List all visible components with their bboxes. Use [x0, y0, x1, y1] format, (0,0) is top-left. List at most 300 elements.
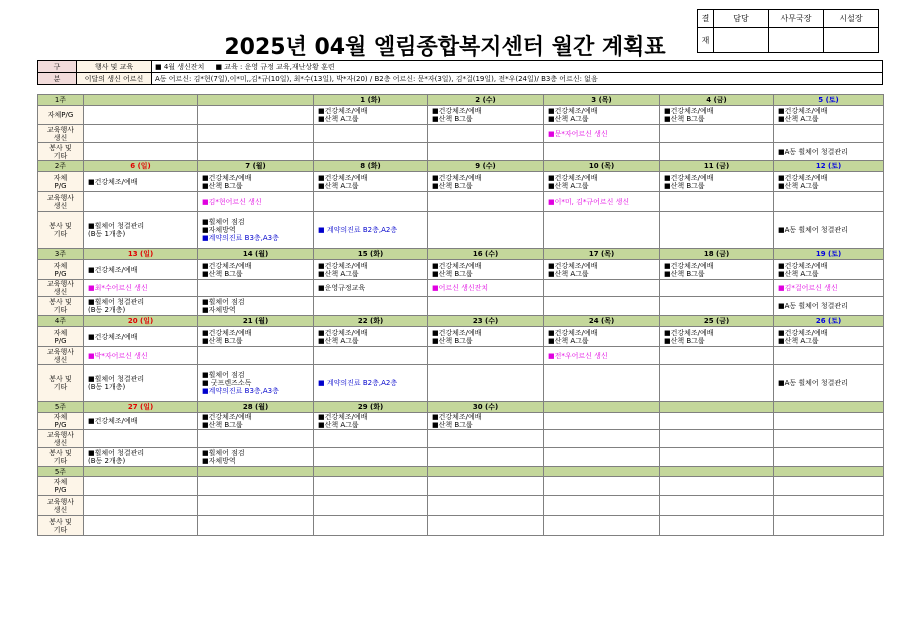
info-table [37, 60, 883, 85]
program-cell[interactable] [428, 413, 544, 430]
program-cell[interactable] [660, 106, 774, 125]
program-cell[interactable] [428, 327, 544, 347]
volunteer-cell[interactable] [544, 448, 660, 467]
volunteer-cell[interactable] [84, 212, 198, 249]
volunteer-cell[interactable] [314, 297, 428, 316]
volunteer-cell[interactable] [84, 365, 198, 402]
program-cell[interactable] [84, 477, 198, 496]
day-header: 20 (일) [84, 316, 198, 327]
education-cell[interactable] [198, 192, 314, 212]
program-cell[interactable] [84, 260, 198, 280]
row-label-text: 자체 [53, 328, 68, 337]
row-label-text: 자체 [53, 261, 68, 270]
program-item: ■산책 A그룹 [778, 181, 819, 190]
row-label-text: 기타 [53, 525, 68, 534]
program-item: ■건강체조/예배 [318, 107, 368, 115]
volunteer-row [38, 516, 884, 536]
program-cell[interactable] [314, 413, 428, 430]
volunteer-cell[interactable] [428, 212, 544, 249]
volunteer-cell[interactable] [544, 365, 660, 402]
program-item: ■산책 A그룹 [318, 269, 359, 278]
education-cell[interactable] [544, 347, 660, 365]
program-cell[interactable] [544, 172, 660, 192]
education-cell[interactable] [198, 347, 314, 365]
program-cell[interactable] [660, 172, 774, 192]
volunteer-cell[interactable] [428, 516, 544, 536]
volunteer-row [38, 143, 884, 161]
education-cell[interactable] [84, 430, 198, 448]
program-cell[interactable] [774, 260, 884, 280]
program-cell[interactable] [428, 172, 544, 192]
education-cell[interactable] [660, 280, 774, 297]
info-gu-label: 구 [38, 61, 77, 73]
education-cell[interactable] [314, 347, 428, 365]
education-row [38, 496, 884, 516]
volunteer-item: ■A동 휠체어 청결관리 [778, 302, 848, 310]
education-cell[interactable] [84, 125, 198, 143]
volunteer-cell[interactable] [428, 143, 544, 161]
education-row [38, 347, 884, 365]
education-cell[interactable] [84, 496, 198, 516]
program-cell[interactable] [314, 172, 428, 192]
volunteer-cell[interactable] [198, 365, 314, 402]
education-cell[interactable] [428, 496, 544, 516]
approval-sign-staff[interactable] [714, 28, 769, 53]
volunteer-item: ■ 계약의진료 B2층,A2층 [318, 226, 398, 234]
row-label-text: P/G [54, 336, 67, 345]
week-label: 4주 [38, 316, 84, 327]
volunteer-cell[interactable] [428, 297, 544, 316]
program-cell[interactable] [428, 260, 544, 280]
program-item: ■산책 A그룹 [318, 115, 359, 123]
program-cell[interactable] [198, 106, 314, 125]
education-cell[interactable] [544, 125, 660, 143]
education-cell[interactable] [774, 347, 884, 365]
day-header [314, 467, 428, 477]
row-label-text: 자체P/G [47, 111, 74, 119]
education-row [38, 280, 884, 297]
week-header-row [38, 316, 884, 327]
program-item: ■건강체조/예배 [548, 261, 598, 270]
volunteer-cell[interactable] [314, 143, 428, 161]
program-item: ■건강체조/예배 [778, 173, 828, 182]
program-cell[interactable] [660, 260, 774, 280]
volunteer-cell[interactable] [544, 297, 660, 316]
volunteer-item: ■자체방역 [202, 226, 236, 234]
program-cell[interactable] [198, 327, 314, 347]
education-cell[interactable] [660, 430, 774, 448]
day-header: 19 (토) [774, 249, 884, 260]
volunteer-cell[interactable] [428, 448, 544, 467]
program-item: ■건강체조/예배 [202, 261, 252, 270]
education-cell[interactable] [198, 280, 314, 297]
volunteer-item: ■휠체어 점검 [202, 371, 245, 379]
volunteer-item: ■휠체어 점검 [202, 449, 245, 457]
program-cell[interactable] [314, 106, 428, 125]
volunteer-cell[interactable] [774, 365, 884, 402]
row-label-text: 기타 [53, 151, 68, 160]
day-header: 24 (목) [544, 316, 660, 327]
approval-sign-head[interactable] [824, 28, 879, 53]
volunteer-cell[interactable] [314, 516, 428, 536]
volunteer-item: ■자체방역 [202, 457, 236, 465]
program-item: ■산책 B그룹 [202, 336, 243, 345]
day-header [428, 467, 544, 477]
program-cell[interactable] [198, 172, 314, 192]
program-item: ■건강체조/예배 [88, 265, 138, 274]
volunteer-cell[interactable] [544, 143, 660, 161]
volunteer-cell[interactable] [198, 143, 314, 161]
education-row [38, 125, 884, 143]
week-label: 5주 [38, 467, 84, 477]
volunteer-cell[interactable] [660, 516, 774, 536]
program-cell[interactable] [84, 413, 198, 430]
volunteer-item: (B동 1개층) [88, 230, 126, 238]
volunteer-cell[interactable] [774, 212, 884, 249]
volunteer-cell[interactable] [774, 297, 884, 316]
row-label-text: 기타 [53, 457, 68, 465]
volunteer-cell[interactable] [314, 448, 428, 467]
day-header: 29 (화) [314, 402, 428, 413]
row-label-text: 기타 [53, 230, 68, 238]
program-item: ■건강체조/예배 [318, 413, 368, 421]
volunteer-item: ■A동 휠체어 청결관리 [778, 226, 848, 234]
day-header: 10 (목) [544, 161, 660, 172]
row-label-education [38, 430, 84, 448]
day-header: 6 (일) [84, 161, 198, 172]
day-header: 28 (월) [198, 402, 314, 413]
week-header-row [38, 467, 884, 477]
volunteer-cell[interactable] [660, 143, 774, 161]
program-row [38, 477, 884, 496]
education-cell[interactable] [314, 280, 428, 297]
row-label-text: 생신 [53, 133, 68, 142]
volunteer-item: (B동 2개층) [88, 457, 126, 465]
day-header: 13 (일) [84, 249, 198, 260]
program-item: ■산책 B그룹 [432, 336, 473, 345]
program-item: ■건강체조/예배 [664, 261, 714, 270]
education-cell[interactable] [198, 496, 314, 516]
program-item: ■건강체조/예배 [778, 328, 828, 337]
education-cell[interactable] [428, 280, 544, 297]
education-item: ■최*수어르신 생신 [88, 284, 148, 292]
volunteer-cell[interactable] [774, 516, 884, 536]
education-cell[interactable] [428, 192, 544, 212]
volunteer-item: ■휠체어 점검 [202, 218, 245, 226]
volunteer-row [38, 365, 884, 402]
education-cell[interactable] [660, 496, 774, 516]
volunteer-item: ■휠체어 청결관리 [88, 222, 145, 230]
info-birthdays-text: A동 어르신: 김*현(7일),이*미,,김*규(10일), 최*수(13일), 박*자(20) / B2층 어르신: 문*자(3일), 김*걸(19일), 전*우(24일)/ B3층 어르신: 없음 [152, 73, 883, 85]
calendar-table [37, 94, 884, 536]
education-cell[interactable] [660, 125, 774, 143]
program-item: ■산책 A그룹 [548, 336, 589, 345]
education-item: ■운영규정교육 [318, 284, 366, 292]
education-cell[interactable] [314, 125, 428, 143]
program-cell[interactable] [314, 477, 428, 496]
program-cell[interactable] [660, 327, 774, 347]
volunteer-cell[interactable] [660, 297, 774, 316]
program-cell[interactable] [660, 477, 774, 496]
program-cell[interactable] [84, 327, 198, 347]
education-cell[interactable] [314, 496, 428, 516]
volunteer-row [38, 212, 884, 249]
day-header [774, 467, 884, 477]
program-item: ■건강체조/예배 [318, 173, 368, 182]
education-cell[interactable] [544, 280, 660, 297]
education-cell[interactable] [544, 496, 660, 516]
education-cell[interactable] [544, 430, 660, 448]
row-label-program [38, 327, 84, 347]
row-label-text: 생신 [53, 505, 68, 514]
volunteer-cell[interactable] [660, 448, 774, 467]
volunteer-cell[interactable] [84, 516, 198, 536]
education-cell[interactable] [544, 192, 660, 212]
volunteer-cell[interactable] [544, 212, 660, 249]
program-item: ■건강체조/예배 [202, 173, 252, 182]
row-label-program [38, 260, 84, 280]
program-cell[interactable] [774, 172, 884, 192]
volunteer-cell[interactable] [198, 212, 314, 249]
program-cell[interactable] [84, 106, 198, 125]
education-cell[interactable] [774, 125, 884, 143]
row-label-text: 기타 [53, 306, 68, 314]
row-label-text: 교육행사 [46, 280, 75, 288]
program-item: ■산책 A그룹 [318, 421, 359, 429]
program-item: ■산책 A그룹 [548, 181, 589, 190]
program-cell[interactable] [198, 260, 314, 280]
program-item: ■건강체조/예배 [432, 107, 482, 115]
row-label-text: 봉사 및 [49, 143, 72, 152]
day-header: 7 (월) [198, 161, 314, 172]
row-label-text: 봉사 및 [49, 375, 72, 383]
week-header-row [38, 95, 884, 106]
week-header-row [38, 249, 884, 260]
day-header: 22 (화) [314, 316, 428, 327]
day-header: 18 (금) [660, 249, 774, 260]
program-cell[interactable] [198, 477, 314, 496]
program-item: ■산책 B그룹 [664, 181, 705, 190]
program-cell[interactable] [660, 413, 774, 430]
day-header [660, 467, 774, 477]
education-cell[interactable] [84, 192, 198, 212]
row-label-text: P/G [54, 421, 67, 429]
program-item: ■건강체조/예배 [548, 173, 598, 182]
volunteer-item: ■A동 휠체어 청결관리 [778, 147, 848, 156]
approval-header-staff: 담당 [714, 10, 769, 28]
program-item: ■건강체조/예배 [318, 328, 368, 337]
program-item: ■건강체조/예배 [778, 107, 828, 115]
week-label: 5주 [38, 402, 84, 413]
education-cell[interactable] [84, 280, 198, 297]
program-cell[interactable] [314, 260, 428, 280]
row-label-program [38, 477, 84, 496]
program-item: ■건강체조/예배 [432, 413, 482, 421]
info-event-birthday-party: ■ 4월 생신잔치 [155, 62, 205, 71]
volunteer-cell[interactable] [774, 143, 884, 161]
education-item: ■이*미, 김*규어르신 생신 [548, 197, 630, 206]
row-label-program [38, 106, 84, 125]
education-cell[interactable] [314, 430, 428, 448]
education-cell[interactable] [84, 347, 198, 365]
education-cell[interactable] [660, 192, 774, 212]
education-cell[interactable] [660, 347, 774, 365]
program-cell[interactable] [774, 477, 884, 496]
row-label-text: 기타 [53, 383, 68, 391]
education-cell[interactable] [774, 496, 884, 516]
program-cell[interactable] [314, 327, 428, 347]
program-cell[interactable] [428, 106, 544, 125]
volunteer-cell[interactable] [544, 516, 660, 536]
day-header: 27 (일) [84, 402, 198, 413]
approval-header-head: 시설장 [824, 10, 879, 28]
program-item: ■건강체조/예배 [202, 328, 252, 337]
week-label: 3주 [38, 249, 84, 260]
row-label-education [38, 496, 84, 516]
week-label: 1주 [38, 95, 84, 106]
program-cell[interactable] [774, 106, 884, 125]
row-label-education [38, 280, 84, 297]
day-header: 16 (수) [428, 249, 544, 260]
education-item: ■박*자어르신 생신 [88, 351, 148, 360]
program-item: ■건강체조/예배 [88, 177, 138, 186]
info-category-events: 행사 및 교육 [77, 61, 152, 73]
page-title: 2025년 04월 엘림종합복지센터 월간 계획표 [224, 35, 666, 60]
week-label: 2주 [38, 161, 84, 172]
row-label-text: 봉사 및 [49, 449, 72, 457]
volunteer-cell[interactable] [84, 297, 198, 316]
program-item: ■산책 B그룹 [432, 269, 473, 278]
education-cell[interactable] [774, 192, 884, 212]
volunteer-cell[interactable] [314, 212, 428, 249]
program-item: ■건강체조/예배 [778, 261, 828, 270]
program-item: ■산책 A그룹 [318, 181, 359, 190]
volunteer-row [38, 448, 884, 467]
volunteer-cell[interactable] [198, 297, 314, 316]
education-cell[interactable] [774, 280, 884, 297]
volunteer-cell[interactable] [428, 365, 544, 402]
info-events-cell [152, 61, 883, 73]
program-item: ■건강체조/예배 [432, 261, 482, 270]
program-item: ■산책 B그룹 [432, 181, 473, 190]
education-cell[interactable] [428, 430, 544, 448]
program-item: ■산책 A그룹 [778, 336, 819, 345]
program-cell[interactable] [198, 413, 314, 430]
volunteer-item: ■휠체어 청결관리 [88, 298, 145, 306]
volunteer-cell[interactable] [660, 212, 774, 249]
row-label-volunteer [38, 365, 84, 402]
volunteer-cell[interactable] [84, 143, 198, 161]
volunteer-item: ■휠체어 점검 [202, 298, 245, 306]
program-item: ■건강체조/예배 [664, 328, 714, 337]
approval-label-top: 결 [698, 10, 714, 28]
day-header: 15 (화) [314, 249, 428, 260]
program-item: ■건강체조/예배 [548, 328, 598, 337]
program-row [38, 327, 884, 347]
education-cell[interactable] [428, 125, 544, 143]
volunteer-cell[interactable] [198, 516, 314, 536]
program-item: ■산책 A그룹 [778, 115, 819, 123]
program-item: ■건강체조/예배 [432, 173, 482, 182]
row-label-education [38, 192, 84, 212]
program-cell[interactable] [544, 327, 660, 347]
program-cell[interactable] [544, 260, 660, 280]
row-label-text: 생신 [53, 201, 68, 210]
education-row [38, 430, 884, 448]
program-item: ■산책 B그룹 [664, 269, 705, 278]
program-item: ■산책 A그룹 [548, 115, 589, 123]
day-header: 26 (토) [774, 316, 884, 327]
education-cell[interactable] [198, 430, 314, 448]
approval-box [697, 9, 879, 53]
info-event-education: ■ 교육 : 운영 규정 교육,재난상황 훈련 [215, 62, 335, 71]
program-item: ■산책 B그룹 [202, 181, 243, 190]
education-cell[interactable] [198, 125, 314, 143]
program-item: ■건강체조/예배 [88, 332, 138, 341]
education-item: ■문*자어르신 생신 [548, 129, 608, 138]
education-cell[interactable] [428, 347, 544, 365]
education-cell[interactable] [314, 192, 428, 212]
day-header: 1 (화) [314, 95, 428, 106]
day-header [84, 95, 198, 106]
program-item: ■건강체조/예배 [664, 107, 714, 115]
program-cell[interactable] [84, 172, 198, 192]
approval-header-director: 사무국장 [769, 10, 824, 28]
volunteer-item: ■ 굿프렌즈소독 [202, 379, 252, 387]
volunteer-cell[interactable] [314, 365, 428, 402]
volunteer-cell[interactable] [774, 448, 884, 467]
row-label-text: 봉사 및 [49, 517, 72, 526]
volunteer-cell[interactable] [198, 448, 314, 467]
day-header [660, 402, 774, 413]
volunteer-cell[interactable] [660, 365, 774, 402]
volunteer-cell[interactable] [84, 448, 198, 467]
row-label-text: 자체 [53, 413, 68, 421]
week-header-row [38, 402, 884, 413]
week-header-row [38, 161, 884, 172]
volunteer-row [38, 297, 884, 316]
volunteer-item: ■휠체어 청결관리 [88, 375, 145, 383]
program-cell[interactable] [774, 413, 884, 430]
volunteer-item: ■A동 휠체어 청결관리 [778, 379, 848, 387]
program-row [38, 172, 884, 192]
program-cell[interactable] [774, 327, 884, 347]
approval-sign-director[interactable] [769, 28, 824, 53]
row-label-education [38, 125, 84, 143]
program-cell[interactable] [428, 477, 544, 496]
program-cell[interactable] [544, 477, 660, 496]
day-header: 23 (수) [428, 316, 544, 327]
program-item: ■산책 B그룹 [664, 115, 705, 123]
program-item: ■산책 A그룹 [548, 269, 589, 278]
program-item: ■산책 B그룹 [202, 269, 243, 278]
volunteer-item: ■ 계약의진료 B2층,A2층 [318, 379, 398, 387]
day-header [544, 402, 660, 413]
day-header [544, 467, 660, 477]
row-label-text: 생신 [53, 288, 68, 296]
program-item: ■산책 B그룹 [432, 421, 473, 429]
row-label-education [38, 347, 84, 365]
row-label-program [38, 413, 84, 430]
program-row [38, 106, 884, 125]
program-cell[interactable] [544, 413, 660, 430]
program-item: ■산책 B그룹 [202, 421, 243, 429]
education-cell[interactable] [774, 430, 884, 448]
program-item: ■건강체조/예배 [318, 261, 368, 270]
day-header: 17 (목) [544, 249, 660, 260]
program-cell[interactable] [544, 106, 660, 125]
education-item: ■김*걸어르신 생신 [778, 284, 838, 292]
